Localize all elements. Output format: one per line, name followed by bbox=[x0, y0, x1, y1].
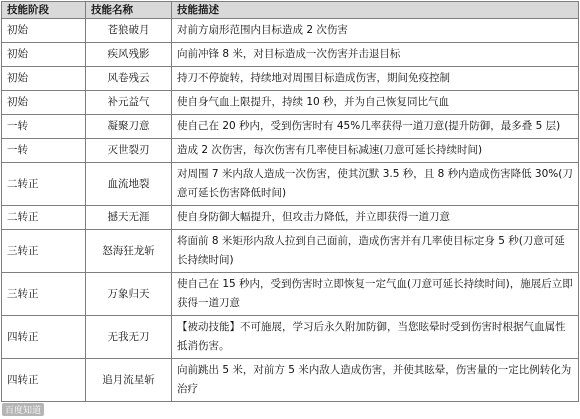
skill-name-cell: 苍狼破月 bbox=[86, 19, 172, 43]
skill-name-cell: 追月流星斩 bbox=[86, 359, 172, 402]
description-cell: 使自身气血上限提升，持续 10 秒，并为自己恢复同比气血 bbox=[172, 91, 579, 115]
skill-name-cell: 凝聚刀意 bbox=[86, 115, 172, 139]
table-row bbox=[2, 230, 579, 273]
stage-cell: 一转 bbox=[2, 115, 86, 139]
table-row bbox=[2, 316, 579, 359]
table-row bbox=[2, 163, 579, 206]
table-row bbox=[2, 139, 579, 163]
table-row bbox=[2, 359, 579, 402]
stage-cell: 四转正 bbox=[2, 316, 86, 359]
table-header-row bbox=[2, 2, 579, 19]
table-row bbox=[2, 19, 579, 43]
description-cell: 【被动技能】不可施展，学习后永久附加防御，当您眩晕时受到伤害时根据气血属性抵消伤害。 bbox=[172, 316, 579, 359]
description-cell: 将面前 8 米矩形内敌人拉到自己面前，造成伤害并有几率使目标定身 5 秒(刀意可延长持续时间) bbox=[172, 230, 579, 273]
stage-cell: 初始 bbox=[2, 67, 86, 91]
description-cell: 使自己在 15 秒内，受到伤害时立即恢复一定气血(刀意可延长持续时间)，施展后立即获得一道刀意 bbox=[172, 273, 579, 316]
skill-table bbox=[1, 1, 579, 402]
stage-cell: 四转正 bbox=[2, 359, 86, 402]
skill-name-cell: 血流地裂 bbox=[86, 163, 172, 206]
skill-name-cell: 补元益气 bbox=[86, 91, 172, 115]
skill-name-cell: 灭世裂刃 bbox=[86, 139, 172, 163]
stage-cell: 三转正 bbox=[2, 230, 86, 273]
table-row bbox=[2, 43, 579, 67]
header-stage: 技能阶段 bbox=[2, 2, 86, 19]
description-cell: 使自身防御大幅提升，但攻击力降低，并立即获得一道刀意 bbox=[172, 206, 579, 230]
description-cell: 使自己在 20 秒内，受到伤害时有 45%几率获得一道刀意(提升防御，最多叠 5 层) bbox=[172, 115, 579, 139]
table-row bbox=[2, 206, 579, 230]
header-name: 技能名称 bbox=[86, 2, 172, 19]
description-cell: 对周围 7 米内敌人造成一次伤害，使其沉默 3.5 秒，且 8 秒内造成伤害降低 30%(刀意可延长伤害降低时间) bbox=[172, 163, 579, 206]
skill-name-cell: 撼天无涯 bbox=[86, 206, 172, 230]
table-row bbox=[2, 115, 579, 139]
table-row bbox=[2, 91, 579, 115]
skill-name-cell: 疾风残影 bbox=[86, 43, 172, 67]
watermark: 百度知道 bbox=[2, 403, 44, 416]
skill-name-cell: 万象归天 bbox=[86, 273, 172, 316]
stage-cell: 初始 bbox=[2, 19, 86, 43]
description-cell: 造成 2 次伤害，每次伤害有几率使目标减速(刀意可延长持续时间) bbox=[172, 139, 579, 163]
description-cell: 向前冲锋 8 米，对目标造成一次伤害并击退目标 bbox=[172, 43, 579, 67]
stage-cell: 初始 bbox=[2, 43, 86, 67]
table-row bbox=[2, 67, 579, 91]
stage-cell: 三转正 bbox=[2, 273, 86, 316]
description-cell: 持刀不停旋转，持续地对周围目标造成伤害，期间免疫控制 bbox=[172, 67, 579, 91]
header-desc: 技能描述 bbox=[172, 2, 579, 19]
stage-cell: 一转 bbox=[2, 139, 86, 163]
table-row bbox=[2, 273, 579, 316]
skill-name-cell: 无我无刀 bbox=[86, 316, 172, 359]
description-cell: 向前跳出 5 米，对前方 5 米内敌人造成伤害，并使其眩晕，伤害量的一定比例转化为治疗 bbox=[172, 359, 579, 402]
skill-name-cell: 风卷残云 bbox=[86, 67, 172, 91]
description-cell: 对前方扇形范围内目标造成 2 次伤害 bbox=[172, 19, 579, 43]
stage-cell: 二转正 bbox=[2, 206, 86, 230]
stage-cell: 二转正 bbox=[2, 163, 86, 206]
stage-cell: 初始 bbox=[2, 91, 86, 115]
skill-name-cell: 怒海狂龙斩 bbox=[86, 230, 172, 273]
